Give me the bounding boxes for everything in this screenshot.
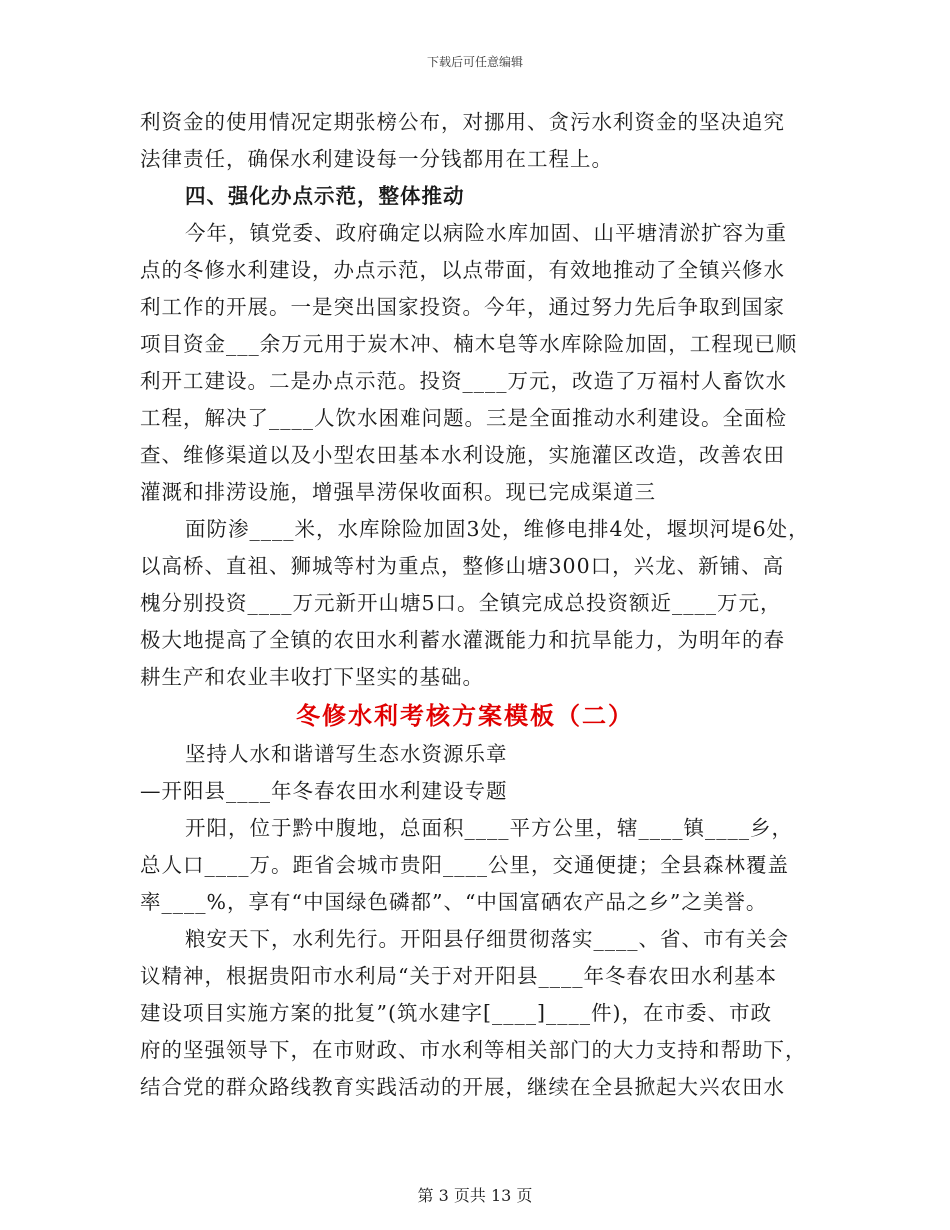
text-line: 开阳，位于黔中腹地，总面积____平方公里，辖____镇____乡，	[185, 816, 793, 840]
text-line: 极大地提高了全镇的农田水利蓄水灌溉能力和抗旱能力，为明年的春	[140, 628, 785, 652]
text-line: 点的冬修水利建设，办点示范，以点带面，有效地推动了全镇兴修水	[140, 258, 785, 282]
text-line: 利资金的使用情况定期张榜公布，对挪用、贪污水利资金的坚决追究	[140, 110, 785, 134]
section-heading: 四、强化办点示范，整体推动	[185, 184, 465, 208]
document-body	[140, 104, 830, 1106]
text-line: 以高桥、直祖、狮城等村为重点，整修山塘300口，兴龙、新铺、高	[140, 554, 785, 578]
text-line: 利开工建设。二是办点示范。投资____万元，改造了万福村人畜饮水	[140, 369, 787, 393]
text-line: 建设项目实施方案的批复”(筑水建字[____]____件)，在市委、市政	[140, 1001, 772, 1025]
document-title: 冬修水利考核方案模板（二）	[296, 701, 634, 730]
text-line: 粮安天下，水利先行。开阳县仔细贯彻落实____、省、市有关会	[185, 927, 789, 951]
text-line: 耕生产和农业丰收打下坚实的基础。	[140, 665, 484, 689]
page-header: 下载后可任意编辑	[426, 55, 523, 69]
text-line: 今年，镇党委、政府确定以病险水库加固、山平塘清淤扩容为重	[185, 221, 787, 245]
text-line: 坚持人水和谐谱写生态水资源乐章	[185, 742, 508, 766]
text-line: 结合党的群众路线教育实践活动的开展，继续在全县掀起大兴农田水	[140, 1075, 785, 1099]
text-line: 面防渗____米，水库除险加固3处，维修电排4处，堰坝河堤6处，	[185, 517, 810, 541]
text-line: 利工作的开展。一是突出国家投资。今年，通过努力先后争取到国家	[140, 295, 785, 319]
text-line: 府的坚强领导下，在市财政、市水利等相关部门的大力支持和帮助下，	[140, 1038, 807, 1062]
page-number: 第 3 页共 13 页	[417, 1186, 533, 1205]
text-line: 法律责任，确保水利建设每一分钱都用在工程上。	[140, 147, 613, 171]
text-line: 槐分别投资____万元新开山塘5口。全镇完成总投资额近____万元，	[140, 591, 782, 615]
text-line: 总人口____万。距省会城市贵阳____公里，交通便捷；全县森林覆盖	[140, 853, 789, 877]
text-line: 议精神，根据贵阳市水利局“关于对开阳县____年冬春农田水利基本	[140, 964, 777, 988]
text-line: 项目资金___余万元用于炭木冲、楠木皂等水库除险加固，工程现已顺	[140, 332, 798, 356]
text-line: —开阳县____年冬春农田水利建设专题	[140, 779, 508, 803]
text-line: 查、维修渠道以及小型农田基本水利设施，实施灌区改造，改善农田	[140, 443, 785, 467]
text-line: 灌溉和排涝设施，增强旱涝保收面积。现已完成渠道三	[140, 480, 656, 504]
text-line: 率____%，享有“中国绿色磷都”、“中国富硒农产品之乡”之美誉。	[140, 890, 768, 914]
text-line: 工程，解决了____人饮水困难问题。三是全面推动水利建设。全面检	[140, 406, 787, 430]
